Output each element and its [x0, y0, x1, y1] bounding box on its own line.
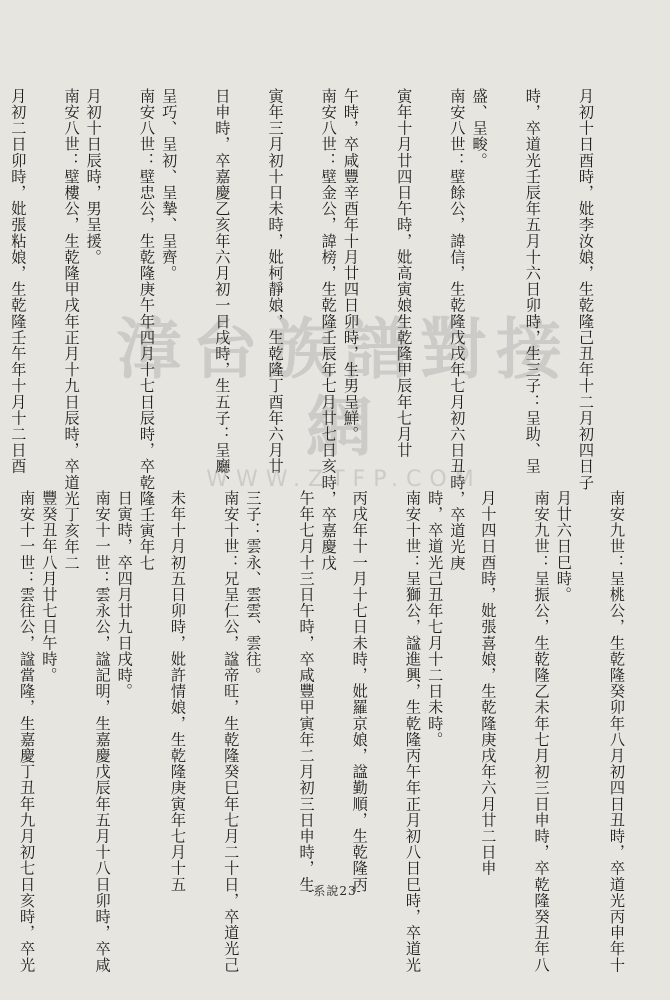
watermark-site-name: 漳台族譜對接網 — [116, 310, 572, 466]
upper-text-column: 南安八世：壁金公，諱榜，生乾隆壬辰年七月廿七日亥時，卒嘉慶戊 — [319, 88, 338, 571]
lower-text-column: 日寅時，卒四月廿九日戌時。 — [115, 490, 134, 700]
upper-text-column: 午時，卒咸豐辛酉年十月廿四日卯時，生男呈鮮。 — [341, 88, 360, 443]
lower-text-column: 南安九世：呈桃公，生乾隆癸卯年八月初四日丑時，卒道光丙申年十 — [608, 490, 626, 973]
upper-text-column: 寅年三月初十日未時，妣柯靜娘，生乾隆丁酉年六月廿 — [266, 88, 285, 475]
upper-text-column: 月初十日辰時，男呈援。 — [84, 88, 103, 266]
lower-text-column: 時，卒道光己丑年七月十二日未時。 — [426, 490, 445, 748]
lower-text-column: 南安九世：呈振公，生乾隆乙未年七月初三日申時，卒乾隆癸丑年八 — [532, 490, 551, 973]
lower-text-column: 午年七月十三日午時，卒咸豐甲寅年二月初三日申時，生 — [297, 490, 316, 893]
lower-text-column: 月十四日酉時，妣張喜娘，生乾隆庚戌年六月廿二日申 — [479, 490, 498, 877]
upper-text-column — [0, 88, 7, 488]
watermark-url: WWW.ZTFP.COM — [206, 467, 482, 492]
page-number: -系說23- — [308, 884, 362, 898]
upper-text-column: 寅年十月廿四日午時，妣高寅娘生乾隆甲辰年七月廿 — [395, 88, 414, 459]
lower-text-column: 丙戌年十一月十七日未時，妣羅京娘，諡勤順，生乾隆丙 — [350, 490, 369, 893]
lower-text-column: 南安十一世：雲往公，諡當隆，生嘉慶丁丑年九月初七日亥時，卒光 — [18, 490, 37, 973]
lower-text-column: 南安十一世：雲永公，諡記明，生嘉慶戊辰年五月十八日卯時，卒咸 — [93, 490, 112, 973]
lower-text-column: 月廿六日巳時。 — [554, 490, 573, 603]
lower-text-column: 未年十月初五日卯時，妣許情娘，生乾隆庚寅年七月十五 — [168, 490, 187, 893]
upper-text-column: 盛、呈畯。 — [470, 88, 489, 169]
lower-text-column: 南安十世：呈獅公，諡進興，生乾隆丙午年正月初八日巳時，卒道光 — [403, 490, 422, 973]
upper-text-column: 月初十日酉時，妣李汝娘，生乾隆己丑年十二月初四日子 — [577, 88, 595, 491]
upper-text-column: 日申時，卒嘉慶乙亥年六月初一日戌時，生五子：呈廳、 — [213, 88, 232, 491]
upper-text-column: 南安八世：壁餘公，諱信，生乾隆戊戌年七月初六日丑時，卒道光庚 — [448, 88, 467, 571]
upper-text-column: 呈巧、呈初、呈摯、呈齊。 — [160, 88, 179, 282]
lower-text-column: 三子：雲永、雲雲、雲往。 — [244, 490, 263, 684]
upper-text-column: 南安八世：壁樓公，生乾隆甲戌年正月十九日辰時，卒道光丁亥年二 — [62, 88, 81, 571]
lower-text-column: 南安十世：兄呈仁公，諡帝旺，生乾隆癸巳年七月二十日，卒道光己 — [222, 490, 241, 973]
upper-text-column: 南安八世：壁忠公，生乾隆庚午年四月十七日辰時，卒乾隆壬寅年七 — [137, 88, 156, 571]
lower-text-column — [0, 490, 16, 890]
lower-text-column: 豐癸丑年八月廿七日午時。 — [40, 490, 59, 684]
upper-text-column: 時，卒道光壬辰年五月十六日卯時，生三子：呈助、呈 — [523, 88, 542, 475]
upper-text-column: 月初二日卯時，妣張粘娘，生乾隆壬午年十月十二日酉 — [9, 88, 28, 475]
